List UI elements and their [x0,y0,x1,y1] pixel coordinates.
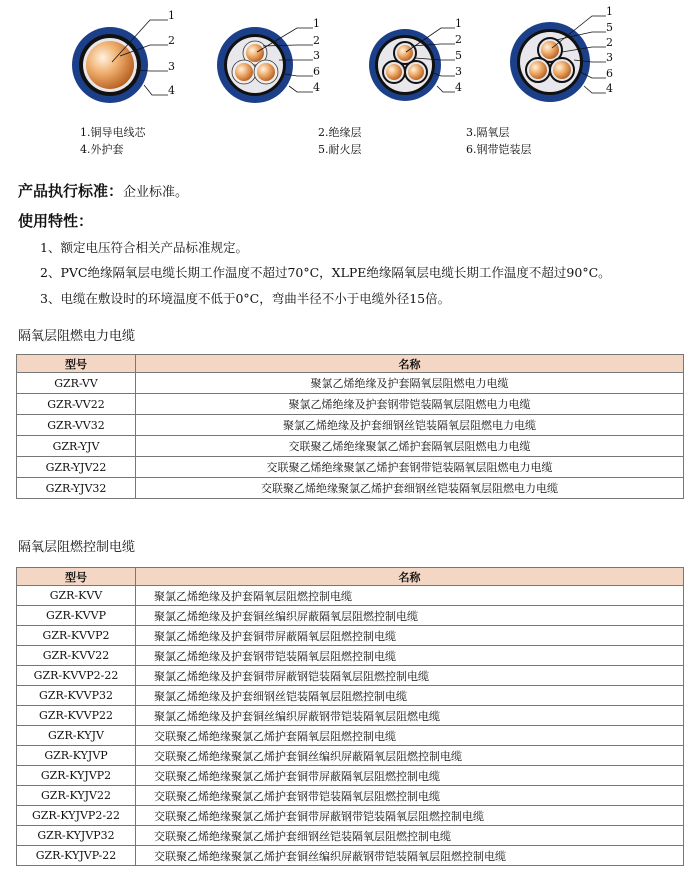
diagram-label: 4 [455,81,462,94]
standard-heading [18,180,188,201]
power-cable-section-title: 隔氧层阻燃电力电缆 [18,329,136,344]
cell-model: GZR-KYJVP-22 [17,846,136,866]
cell-name: 聚氯乙烯绝缘及护套铜丝编织屏蔽钢带铠装隔氧层阻燃电缆 [136,706,684,726]
table-row [17,373,684,394]
cell-model: GZR-KYJVP2-22 [17,806,136,826]
legend-item: 4.外护套 [80,143,124,156]
diagram-label: 1 [455,17,462,30]
table-row [17,626,684,646]
cell-model: GZR-KVVP2 [17,626,136,646]
diagram-label: 3 [313,49,320,62]
cell-name: 交联聚乙烯绝缘聚氯乙烯护套铜丝编织屏蔽钢带铠装隔氧层阻燃控制电缆 [136,846,684,866]
diagram-label: 4 [168,84,175,97]
usage-item: 1、额定电压符合相关产品标准规定。 [40,240,248,255]
cell-model: GZR-KVVP [17,606,136,626]
cell-name: 交联聚乙烯绝缘聚氯乙烯护套细钢丝铠装隔氧层阻燃电力电缆 [136,478,684,499]
cell-model: GZR-KYJVP2 [17,766,136,786]
table-row [17,436,684,457]
control-cable-section-title: 隔氧层阻燃控制电缆 [18,540,136,555]
table-row [17,806,684,826]
standard-value: 企业标准。 [123,185,189,200]
table-row [17,846,684,866]
usage-item: 3、电缆在敷设时的环境温度不低于0°C，弯曲半径不小于电缆外径15倍。 [40,291,451,306]
diagram-label: 1 [313,17,320,30]
cell-model: GZR-YJV32 [17,478,136,499]
cell-model: GZR-KYJVP32 [17,826,136,846]
table-row [17,606,684,626]
cell-name: 聚氯乙烯绝缘及护套铜带屏蔽钢铠装隔氧层阻燃控制电缆 [136,666,684,686]
cell-model: GZR-YJV22 [17,457,136,478]
cell-name: 交联聚乙烯绝缘聚氯乙烯护套铜丝编织屏蔽隔氧层阻燃控制电缆 [136,746,684,766]
cell-name: 交联聚乙烯绝缘聚氯乙烯护套隔氧层阻燃电力电缆 [136,436,684,457]
diagram-label: 2 [313,34,320,47]
diagram-label: 5 [455,49,462,62]
table-row [17,586,684,606]
table-row [17,646,684,666]
cell-name: 交联聚乙烯绝缘聚氯乙烯护套细钢丝铠装隔氧层阻燃控制电缆 [136,826,684,846]
cell-name: 交联聚乙烯绝缘聚氯乙烯护套铜带屏蔽钢带铠装隔氧层阻燃控制电缆 [136,806,684,826]
diagram-label: 4 [313,81,320,94]
cell-model: GZR-KVVP2-22 [17,666,136,686]
cell-name: 聚氯乙烯绝缘及护套细钢丝铠装隔氧层阻燃控制电缆 [136,686,684,706]
cell-model: GZR-VV32 [17,415,136,436]
column-header-name: 名称 [136,568,684,586]
table-row [17,706,684,726]
diagram-label: 1 [606,5,613,18]
table-row [17,666,684,686]
cell-model: GZR-KYJV22 [17,786,136,806]
diagram-label: 1 [168,9,175,22]
cell-name: 交联聚乙烯绝缘聚氯乙烯护套钢带铠装隔氧层阻燃控制电缆 [136,786,684,806]
cell-model: GZR-KVVP22 [17,706,136,726]
cell-name: 聚氯乙烯绝缘及护套隔氧层阻燃控制电缆 [136,586,684,606]
cell-name: 聚氯乙烯绝缘及护套铜带屏蔽隔氧层阻燃控制电缆 [136,626,684,646]
table-row [17,457,684,478]
legend-item: 5.耐火层 [318,143,362,156]
control-cable-rows [17,586,684,866]
cell-model: GZR-KYJVP [17,746,136,766]
control-cable-table [16,567,684,866]
table-row [17,415,684,436]
column-header-model: 型号 [17,568,136,586]
cell-model: GZR-KVV22 [17,646,136,666]
cell-model: GZR-VV22 [17,394,136,415]
table-row [17,766,684,786]
cell-name: 聚氯乙烯绝缘及护套细钢丝铠装隔氧层阻燃电力电缆 [136,415,684,436]
table-row [17,746,684,766]
cell-name: 聚氯乙烯绝缘及护套铜丝编织屏蔽隔氧层阻燃控制电缆 [136,606,684,626]
table-row [17,786,684,806]
usage-item: 2、PVC绝缘隔氧层电缆长期工作温度不超过70°C，XLPE绝缘隔氧层电缆长期工作温度不超过90°C。 [40,265,611,280]
diagram-label: 6 [313,65,320,78]
diagram-label: 2 [606,36,613,49]
diagram-label: 2 [455,33,462,46]
table-row [17,394,684,415]
legend-item: 2.绝缘层 [318,126,362,139]
diagram-label: 2 [168,34,175,47]
diagram-legend [0,0,700,160]
cell-model: GZR-KYJV [17,726,136,746]
diagram-label: 4 [606,82,613,95]
legend-item: 6.钢带铠装层 [466,143,532,156]
cell-model: GZR-YJV [17,436,136,457]
diagram-label: 3 [606,51,613,64]
power-cable-rows [17,373,684,499]
diagram-label: 3 [168,60,175,73]
cell-model: GZR-KVVP32 [17,686,136,706]
table-row [17,478,684,499]
standard-label: 产品执行标准： [18,182,124,200]
table-header-row [17,568,684,586]
diagram-label: 5 [606,21,613,34]
cell-name: 交联聚乙烯绝缘聚氯乙烯护套钢带铠装隔氧层阻燃电力电缆 [136,457,684,478]
usage-heading: 使用特性： [18,212,94,230]
legend-item: 1.铜导电线芯 [80,126,146,139]
cell-name: 交联聚乙烯绝缘聚氯乙烯护套铜带屏蔽隔氧层阻燃控制电缆 [136,766,684,786]
cell-name: 聚氯乙烯绝缘及护套钢带铠装隔氧层阻燃电力电缆 [136,394,684,415]
power-cable-table [16,354,684,499]
table-row [17,726,684,746]
cell-name: 聚氯乙烯绝缘及护套钢带铠装隔氧层阻燃控制电缆 [136,646,684,666]
table-header-row [17,355,684,373]
cell-model: GZR-VV [17,373,136,394]
table-row [17,686,684,706]
column-header-name: 名称 [136,355,684,373]
column-header-model: 型号 [17,355,136,373]
table-row [17,826,684,846]
cell-name: 交联聚乙烯绝缘聚氯乙烯护套隔氧层阻燃控制电缆 [136,726,684,746]
cell-model: GZR-KVV [17,586,136,606]
diagram-label: 3 [455,65,462,78]
cell-name: 聚氯乙烯绝缘及护套隔氧层阻燃电力电缆 [136,373,684,394]
legend-item: 3.隔氧层 [466,126,510,139]
diagram-label: 6 [606,67,613,80]
